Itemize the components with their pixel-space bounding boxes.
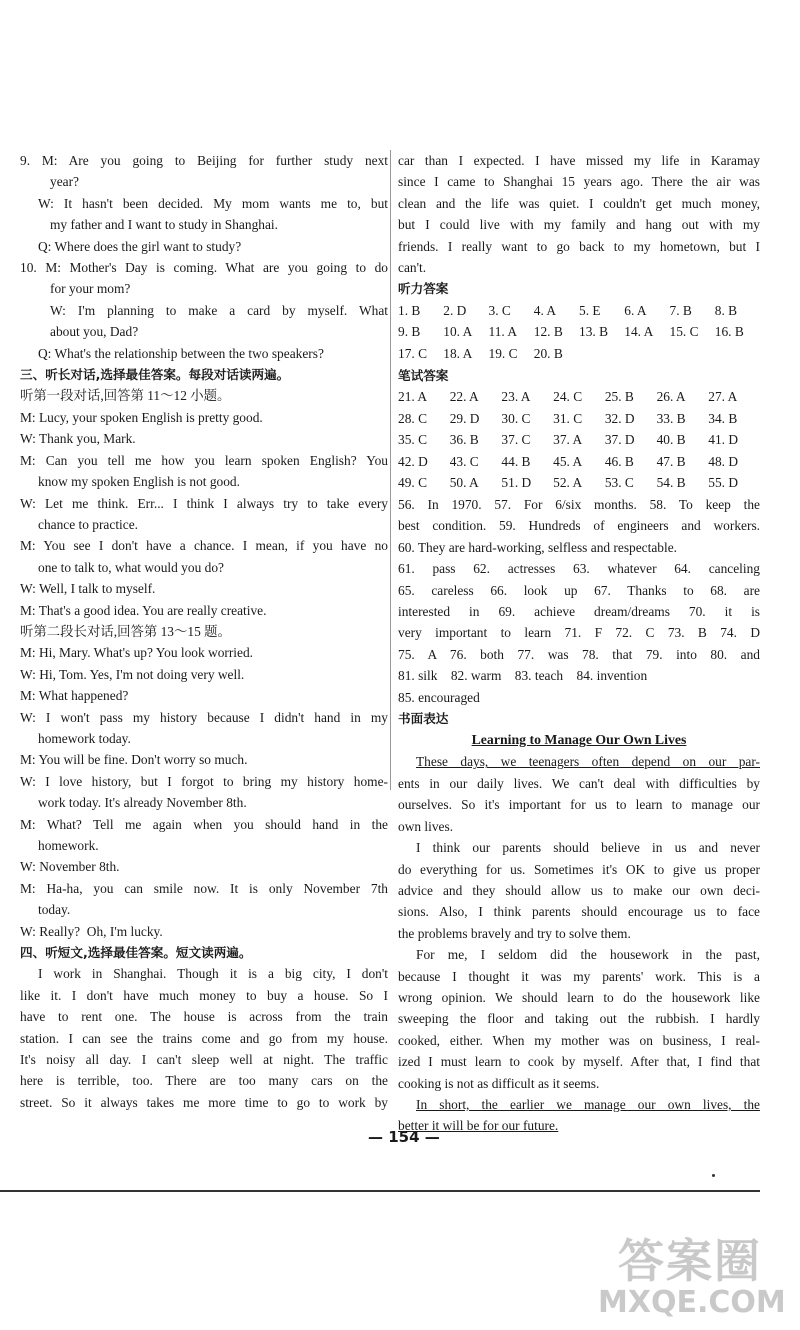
text-line: W: Really? Oh, I'm lucky. [20,923,163,939]
right-column [398,150,760,1137]
answer-item: 33. B [656,410,686,426]
answer-item: 23. A [501,389,531,405]
answer-line: 60. They are hard-working, selfless and respectable. [398,539,677,555]
text-line: M: That's a good idea. You are really creative. [20,602,267,618]
text-line: 9. M: Are you going to Beijing for further study next [20,153,388,168]
answer-item: 35. C [398,432,428,448]
answer-item: 16. B [714,324,744,340]
answer-item: 1. B [398,302,421,318]
answer-line: 65. careless 66. look up 67. Thanks to 68. are [398,582,760,598]
answer-item: 40. B [656,432,686,448]
text-line: but I could live with my family and hang out with my [398,217,760,233]
answer-item: 24. C [553,389,583,405]
text-line: work today. It's already November 8th. [38,795,247,811]
essay-line: cooking is not as difficult as it seems. [398,1075,600,1091]
answer-item: 36. B [449,432,479,448]
essay-line: sions. Also, I think parents should encourage us to face [398,904,760,920]
essay-body [398,751,760,1136]
answer-item: 46. B [604,453,634,469]
answer-line: 85. encouraged [398,689,480,705]
text-line: 10. M: Mother's Day is coming. What are you going to do [20,260,388,276]
text-line: M: Lucy, your spoken English is pretty good. [20,409,263,425]
written-answers-grid [398,386,760,494]
text-line: 四、听短文,选择最佳答案。短文读两遍。 [20,945,252,961]
answer-item: 5. E [579,302,601,318]
answer-item: 51. D [501,475,532,491]
text-line: chance to practice. [38,516,138,532]
answer-line: best condition. 59. Hundreds of engineers and workers. [398,518,760,534]
answer-item: 3. C [488,302,511,318]
text-line: since I came to Shanghai 15 years ago. There the air was [398,174,760,190]
answer-item: 27. A [708,389,738,405]
text-line: Q: Where does the girl want to study? [38,238,242,254]
text-line: my father and I want to study in Shanghai. [50,217,278,233]
answer-item: 7. B [669,302,692,318]
answer-item: 9. B [398,324,421,340]
answer-item: 50. A [449,475,479,491]
answer-item: 34. B [708,410,738,426]
answer-item: 54. B [656,475,686,491]
text-line: W: Well, I talk to myself. [20,581,156,597]
essay-line: For me, I seldom did the housework in the past, [416,947,760,963]
answer-item: 29. D [449,410,480,426]
text-line: can't. [398,260,427,276]
essay-title: Learning to Manage Our Own Lives [471,732,687,748]
watermark-top-text: 答案圈 [618,1234,762,1288]
text-line: know my spoken English is not good. [38,474,240,490]
text-line: 听第一段对话,回答第 11～12 小题。 [20,388,231,404]
text-line: W: I love history, but I forgot to bring my history home- [20,773,388,789]
essay-line: ized I must learn to cook by myself. After that, I find that [398,1054,760,1070]
text-line: M: What? Tell me again when you should hand in the [20,816,388,832]
text-line: about you, Dad? [50,324,139,340]
text-line: W: Let me think. Err... I think I always try to take every [20,495,388,511]
answer-line: 61. pass 62. actresses 63. whatever 64. canceling [398,561,760,577]
answer-item: 43. C [449,453,479,469]
watermark-logo [598,1225,788,1325]
answer-item: 26. A [656,389,686,405]
essay-line: own lives. [398,818,454,834]
answer-item: 44. B [501,453,531,469]
page-number: — 154 — [368,1128,440,1146]
answer-item: 49. C [398,475,428,491]
text-line: have to rent one. The house is across from the train [20,1009,388,1025]
page-bottom-rule [0,1190,760,1192]
answer-item: 37. D [604,432,635,448]
written-answers-heading: 笔试答案 [398,367,449,383]
essay-line: the problems bravely and try to solve them. [398,925,631,941]
text-line: W: I won't pass my history because I didn't hand in my [20,709,388,725]
answer-item: 45. A [553,453,583,469]
answer-item: 37. A [553,432,583,448]
fill-in-answers [398,494,760,708]
answer-item: 10. A [443,324,473,340]
answer-item: 21. A [398,389,428,405]
listening-answers-heading: 听力答案 [398,281,449,297]
answer-item: 48. D [708,453,739,469]
left-column [20,150,388,1113]
text-line: It's noisy all day. I can't sleep well at night. The traffic [20,1052,388,1068]
text-line: M: Hi, Mary. What's up? You look worried. [20,645,254,661]
answer-item: 32. D [604,410,635,426]
text-line: one to talk to, what would you do? [38,559,224,575]
answer-item: 22. A [449,389,479,405]
answer-item: 30. C [501,410,531,426]
answer-item: 19. C [488,346,518,362]
text-line: 听第二段长对话,回答第 13～15 题。 [20,623,231,639]
essay-line: cooked, either. When my mother was on business, I real- [398,1032,760,1048]
text-line: M: You will be fine. Don't worry so much. [20,752,248,768]
answer-item: 13. B [579,324,609,340]
answer-item: 2. D [443,302,467,318]
text-line: year? [50,174,79,190]
text-line: W: Hi, Tom. Yes, I'm not doing very well. [20,666,245,682]
essay-line: advice and they should allow us to make our own deci- [398,882,760,898]
answer-item: 25. B [604,389,634,405]
essay-line: because I thought it was my parents' work. This is a [398,968,760,984]
text-line: homework. [38,838,99,853]
answer-item: 14. A [624,324,654,340]
essay-line: do everything for us. Sometimes it's OK to give us proper [398,861,760,877]
answer-item: 41. D [708,432,739,448]
answer-item: 37. C [501,432,531,448]
answer-item: 53. C [604,475,634,491]
answer-line: interested in 69. achieve dream/dreams 70. it is [398,604,760,620]
answer-item: 6. A [624,302,647,318]
text-line: M: Can you tell me how you learn spoken English? You [20,452,388,468]
text-line: station. I can see the trains come and go from my house. [20,1030,388,1046]
text-line: car than I expected. I have missed my life in Karamay [398,153,760,168]
answer-item: 18. A [443,346,473,362]
text-line: W: Thank you, Mark. [20,431,136,447]
text-line: clean and the life was quiet. I couldn't get much money, [398,195,760,211]
answer-item: 4. A [533,302,557,318]
text-line: W: I'm planning to make a card by myself. What [50,302,388,318]
answer-item: 55. D [708,475,739,491]
text-line: street. So it always takes me more time to go to work by [20,1094,388,1110]
answer-item: 12. B [533,324,563,340]
text-line: homework today. [38,730,131,746]
stray-mark [712,1174,715,1177]
essay-line: In short, the earlier we manage our own lives, the [416,1096,760,1112]
text-line: here is terrible, too. There are too many cars on the [20,1073,388,1089]
answer-item: 31. C [553,410,583,426]
text-line: W: It hasn't been decided. My mom wants me to, but [38,195,388,211]
essay-line: I think our parents should believe in us and never [416,840,760,856]
answer-item: 47. B [656,453,686,469]
answer-item: 11. A [488,324,518,340]
answer-item: 52. A [553,475,583,491]
text-line: M: Ha-ha, you can smile now. It is only November 7th [20,880,388,896]
answer-item: 28. C [398,410,428,426]
answer-line: 56. In 1970. 57. For 6/six months. 58. To keep the [398,497,760,512]
text-line: I work in Shanghai. Though it is a big city, I don't [38,966,388,982]
answer-item: 20. B [533,346,563,362]
text-line: W: November 8th. [20,859,120,875]
answer-line: 81. silk 82. warm 83. teach 84. invention [398,668,648,684]
writing-heading: 书面表达 [398,711,449,727]
text-line: like it. I don't have much money to buy a house. So I [20,987,388,1003]
essay-line: ourselves. So it's important for us to learn to manage our [398,797,760,813]
text-line: M: What happened? [20,688,129,704]
text-line: M: You see I don't have a chance. I mean, if you have no [20,538,388,554]
column-divider [390,150,391,790]
answer-item: 8. B [714,302,738,318]
essay-line: better it will be for our future. [398,1118,559,1134]
listening-answers-grid [398,300,760,365]
watermark-site-text: MXQE.COM [598,1285,786,1320]
text-line: Q: What's the relationship between the two speakers? [38,345,324,361]
answer-item: 15. C [669,324,699,340]
answer-line: 75. A 76. both 77. was 78. that 79. into 80. and [398,646,760,662]
passage-continuation [398,150,760,278]
essay-line: These days, we teenagers often depend on our par- [416,754,760,770]
text-line: for your mom? [50,281,131,297]
essay-line: wrong opinion. We should learn to do the housework like [398,989,760,1005]
essay-line: ents in our daily lives. We can't deal with difficulties by [398,775,760,791]
answer-item: 42. D [398,453,428,469]
answer-item: 17. C [398,346,428,362]
text-line: today. [38,902,71,918]
text-line: 三、听长对话,选择最佳答案。每段对话读两遍。 [20,367,290,383]
essay-line: sweeping the floor and taking out the rubbish. I hardly [398,1011,760,1027]
text-line: friends. I really want to go back to my hometown, but I [398,238,760,254]
answer-line: very important to learn 71. F 72. C 73. B 74. D [398,625,760,641]
